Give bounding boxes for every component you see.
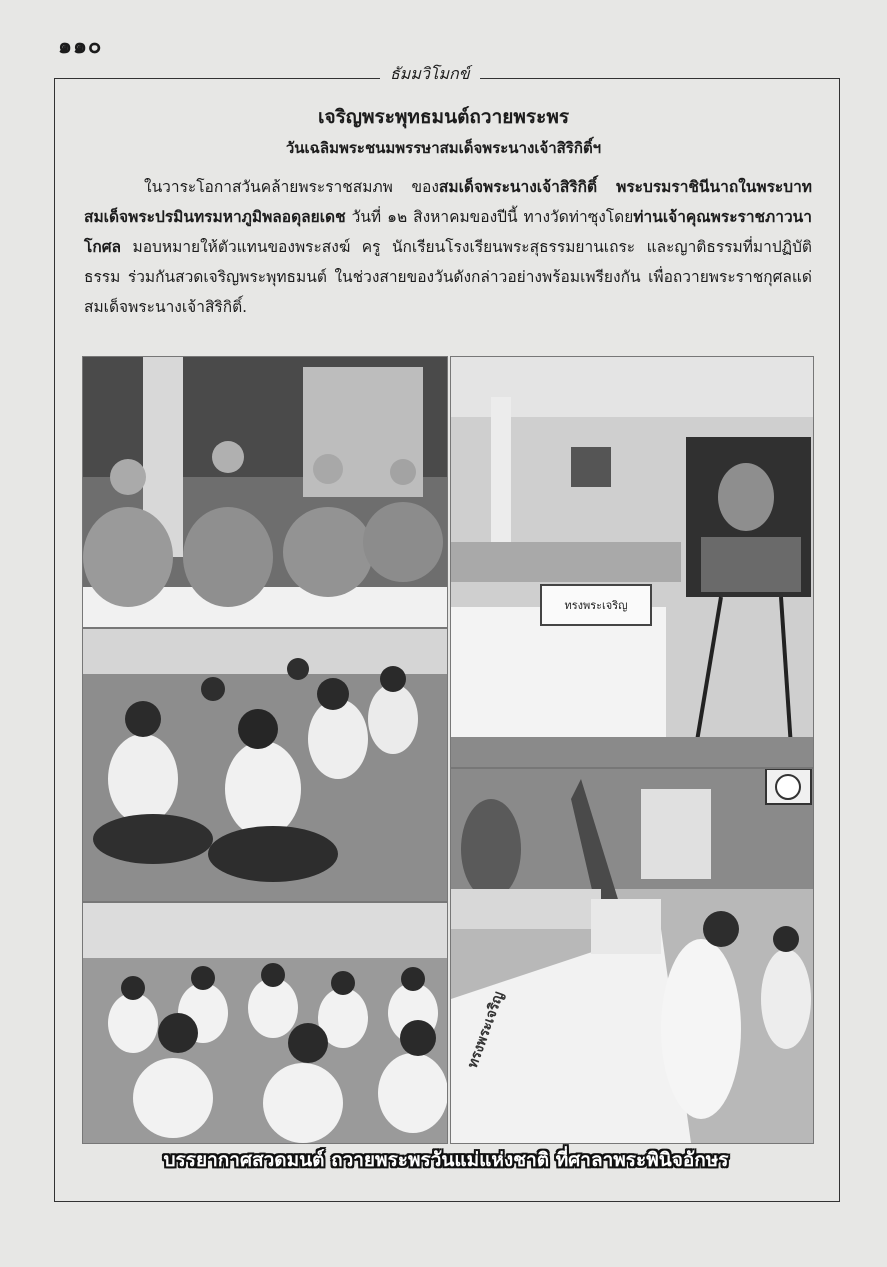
altar-plaque-text: ทรงพระเจริญ xyxy=(564,599,628,612)
photo-students-boys xyxy=(82,902,448,1144)
article-subtitle: วันเฉลิมพระชนมพรรษาสมเด็จพระนางเจ้าสิริกิติ์ฯ xyxy=(285,139,602,157)
photo-portrait-altar xyxy=(450,356,814,768)
article-title: เจริญพระพุทธมนต์ถวายพระพร xyxy=(317,106,570,128)
body-text-3: มอบหมายให้ตัวแทนของพระสงฆ์ ครู นักเรียนโรงเรียนพระสุธรรมยานเถระ และญาติธรรมที่มาปฏิบัติธรรม ร่วมกันสวดเจริญพระพุทธมนต์ ในช่วงสายของวันดังกล่าวอย่างพร้อมเพรียงกัน เพื่อถวายพระราชกุศลแด่สมเด็จพระนางเจ้าสิริกิติ์. xyxy=(84,238,812,316)
photo-students-girls xyxy=(82,628,448,902)
altar-banner-text: ทรงพระเจริญ xyxy=(464,989,508,1071)
body-text-1: ในวาระโอกาสวันคล้ายพระราชสมภพ ของ xyxy=(144,178,439,196)
body-bold-1: สมเด็จพระนางเจ้าสิริกิติ์ พระบรมราชินีนาถในพระบาทสมเด็จพระปรมินทรมหาภูมิพลอดุลยเดช xyxy=(84,178,812,226)
photo-monks-chanting xyxy=(82,356,448,628)
photo-offering-altar xyxy=(450,768,814,1144)
running-header: ธัมมวิโมกข์ xyxy=(380,62,480,87)
page-number: ๑๑๐ xyxy=(58,34,103,59)
body-bold-2: ท่านเจ้าคุณพระราชภาวนาโกศล xyxy=(84,208,812,256)
article-body xyxy=(84,172,812,322)
photo-caption: บรรยากาศสวดมนต์ ถวายพระพรวันแม่แห่งชาติ ที่ศาลาพระพินิจอักษร xyxy=(163,1149,729,1171)
body-text-2: วันที่ ๑๒ สิงหาคมของปีนี้ ทางวัดท่าซุงโดย xyxy=(345,208,634,226)
